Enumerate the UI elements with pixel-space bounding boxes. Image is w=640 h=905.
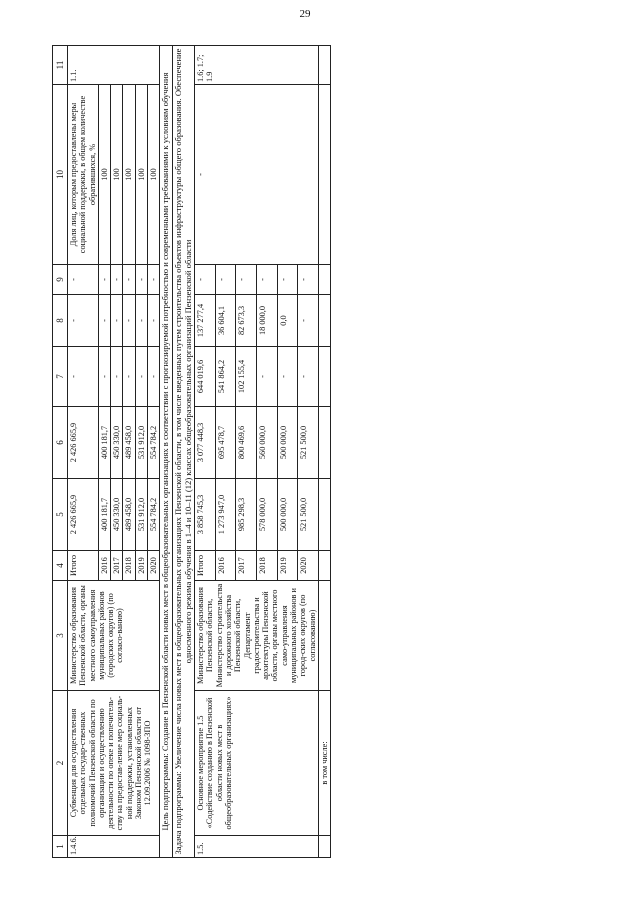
year-cell: Итого <box>68 551 99 581</box>
empty-cell <box>318 46 330 85</box>
value-cell: 450 330,0 <box>111 407 123 479</box>
value-cell: - <box>257 265 278 295</box>
year-cell: 2018 <box>257 551 278 581</box>
value-cell: - <box>257 347 278 407</box>
value-cell: - <box>123 265 135 295</box>
executor-secondary: Министерство строительства и дорожного хозяйства Пензенской области, Департамент градостроительства и архитектуры Пензенской области, органы местного само-управления муниципальных районов и город-ских округов (по согласованию) <box>214 583 317 688</box>
empty-cell <box>318 347 330 407</box>
year-cell: 2016 <box>98 551 110 581</box>
indicator-cell: 100 <box>148 85 160 265</box>
value-cell: - <box>68 295 99 347</box>
value-cell: - <box>135 295 147 347</box>
value-cell: 985 298,3 <box>236 479 257 551</box>
header-cell: 7 <box>53 347 68 407</box>
value-cell: - <box>236 265 257 295</box>
subtotal-label: в том числе: <box>318 691 330 836</box>
table-row <box>68 46 99 858</box>
row-number: 1.5. <box>195 836 319 858</box>
header-cell: 1 <box>53 836 68 858</box>
indicator-cell: 100 <box>135 85 147 265</box>
header-cell: 8 <box>53 295 68 347</box>
table-row <box>195 46 216 858</box>
header-cell: 10 <box>53 85 68 265</box>
year-cell: 2019 <box>277 551 298 581</box>
value-cell: - <box>277 347 298 407</box>
value-cell: 3 077 448,3 <box>195 407 216 479</box>
value-cell: - <box>148 265 160 295</box>
value-cell: 1 273 947,0 <box>215 479 236 551</box>
value-cell: 0,0 <box>277 295 298 347</box>
value-cell: - <box>277 265 298 295</box>
value-cell: - <box>148 347 160 407</box>
header-row <box>53 46 68 858</box>
value-cell: 554 784,2 <box>148 407 160 479</box>
value-cell: 578 000,0 <box>257 479 278 551</box>
executor: Министерство образования Пензенской области, органы местного самоуправления муниципальных районов (городских округов) (по согласо-ванию) <box>68 581 160 691</box>
subprogram-goal: Цель подпрограммы: Создание в Пензенской области новых мест в общеобразовательных организациях в соответствии с прогнозируемой потребностью и современными требованиями к условиям обучения <box>160 46 173 858</box>
value-cell: - <box>98 265 110 295</box>
activity-name: Основное мероприятие 1.5 «Содействие созданию в Пензенской области новых мест в общеобразовательных организациях» <box>195 691 319 836</box>
value-cell: 560 000,0 <box>257 407 278 479</box>
value-cell: - <box>98 347 110 407</box>
rotated-table-canvas <box>52 46 632 858</box>
value-cell: - <box>111 295 123 347</box>
year-cell: 2016 <box>215 551 236 581</box>
value-cell: 500 000,0 <box>277 407 298 479</box>
value-cell: 400 181,7 <box>98 479 110 551</box>
empty-cell <box>318 551 330 581</box>
empty-cell <box>318 836 330 858</box>
value-cell: 541 864,2 <box>215 347 236 407</box>
header-cell: 2 <box>53 691 68 836</box>
year-cell: 2018 <box>123 551 135 581</box>
row-number: 1.4.6. <box>68 836 160 858</box>
indicator-cell: - <box>195 85 319 265</box>
year-cell: 2019 <box>135 551 147 581</box>
header-cell: 6 <box>53 407 68 479</box>
indicator-cell: 100 <box>98 85 110 265</box>
subprogram-task: Задача подпрограммы: Увеличение числа новых мест в общеобразовательных организациях Пензенской области, в том числе введенных путем строительства объектов инфраструктуры общего образования. Обеспечение односменного режима обучения в 1–4 и 10–11 (12) классах общеобразовательных организаций Пензенской области <box>172 46 194 858</box>
indicator-cell: Доля лиц, которым предоставлены меры социальной поддержки, в общем количестве обратившихся, % <box>68 85 99 265</box>
value-cell: - <box>68 347 99 407</box>
header-cell: 9 <box>53 265 68 295</box>
empty-cell <box>318 407 330 479</box>
value-cell: 3 858 745,3 <box>195 479 216 551</box>
year-cell: Итого <box>195 551 216 581</box>
table-row <box>318 46 330 858</box>
header-cell: 5 <box>53 479 68 551</box>
value-cell: - <box>123 347 135 407</box>
value-cell: - <box>298 265 319 295</box>
value-cell: - <box>135 347 147 407</box>
value-cell: 531 912,0 <box>135 407 147 479</box>
value-cell: 500 000,0 <box>277 479 298 551</box>
task-row <box>172 46 194 858</box>
year-cell: 2020 <box>148 551 160 581</box>
value-cell: 554 784,2 <box>148 479 160 551</box>
value-cell: 489 458,0 <box>123 407 135 479</box>
value-cell: - <box>215 265 236 295</box>
activity-name: Субвенция для осуществления отдельных государ-ственных полномочий Пензенской области по организации и осуществлению деятельности по опеке и попечитель-ству на предостав-ление мер социаль-ной поддержки, установленных Законом Пензенской области от 12.09.2006 № 1098-ЗПО <box>68 691 160 836</box>
empty-cell <box>318 265 330 295</box>
empty-cell <box>318 85 330 265</box>
executor <box>195 581 319 691</box>
value-cell: 102 155,4 <box>236 347 257 407</box>
program-table <box>52 45 331 858</box>
value-cell: - <box>148 295 160 347</box>
year-cell: 2017 <box>111 551 123 581</box>
year-cell: 2020 <box>298 551 319 581</box>
value-cell: - <box>98 295 110 347</box>
indicator-cell: 100 <box>123 85 135 265</box>
page-number: 29 <box>299 8 311 20</box>
value-cell: - <box>298 347 319 407</box>
value-cell: - <box>123 295 135 347</box>
value-cell: 800 469,6 <box>236 407 257 479</box>
value-cell: 137 277,4 <box>195 295 216 347</box>
value-cell: 521 500,0 <box>298 479 319 551</box>
value-cell: 695 478,7 <box>215 407 236 479</box>
value-cell: 531 912,0 <box>135 479 147 551</box>
value-cell: 489 458,0 <box>123 479 135 551</box>
value-cell: 521 500,0 <box>298 407 319 479</box>
indicator-cell: 100 <box>111 85 123 265</box>
value-cell: 82 673,3 <box>236 295 257 347</box>
value-cell: 2 426 665,9 <box>68 479 99 551</box>
empty-cell <box>318 479 330 551</box>
header-cell: 4 <box>53 551 68 581</box>
empty-cell <box>318 581 330 691</box>
reference-cell: 1.1. <box>68 46 160 85</box>
value-cell: 2 426 665,9 <box>68 407 99 479</box>
value-cell: 400 181,7 <box>98 407 110 479</box>
executor-primary: Министерство образования Пензенской области, <box>196 587 215 684</box>
value-cell: - <box>298 295 319 347</box>
header-cell: 11 <box>53 46 68 85</box>
empty-cell <box>318 295 330 347</box>
value-cell: - <box>111 265 123 295</box>
header-cell: 3 <box>53 581 68 691</box>
reference-cell: 1.6; 1.7; 1.9 <box>195 46 319 85</box>
goal-row <box>160 46 173 858</box>
value-cell: - <box>135 265 147 295</box>
year-cell: 2017 <box>236 551 257 581</box>
value-cell: 18 000,0 <box>257 295 278 347</box>
value-cell: 450 330,0 <box>111 479 123 551</box>
value-cell: 36 604,1 <box>215 295 236 347</box>
value-cell: - <box>111 347 123 407</box>
value-cell: - <box>195 265 216 295</box>
value-cell: 644 019,6 <box>195 347 216 407</box>
value-cell: - <box>68 265 99 295</box>
